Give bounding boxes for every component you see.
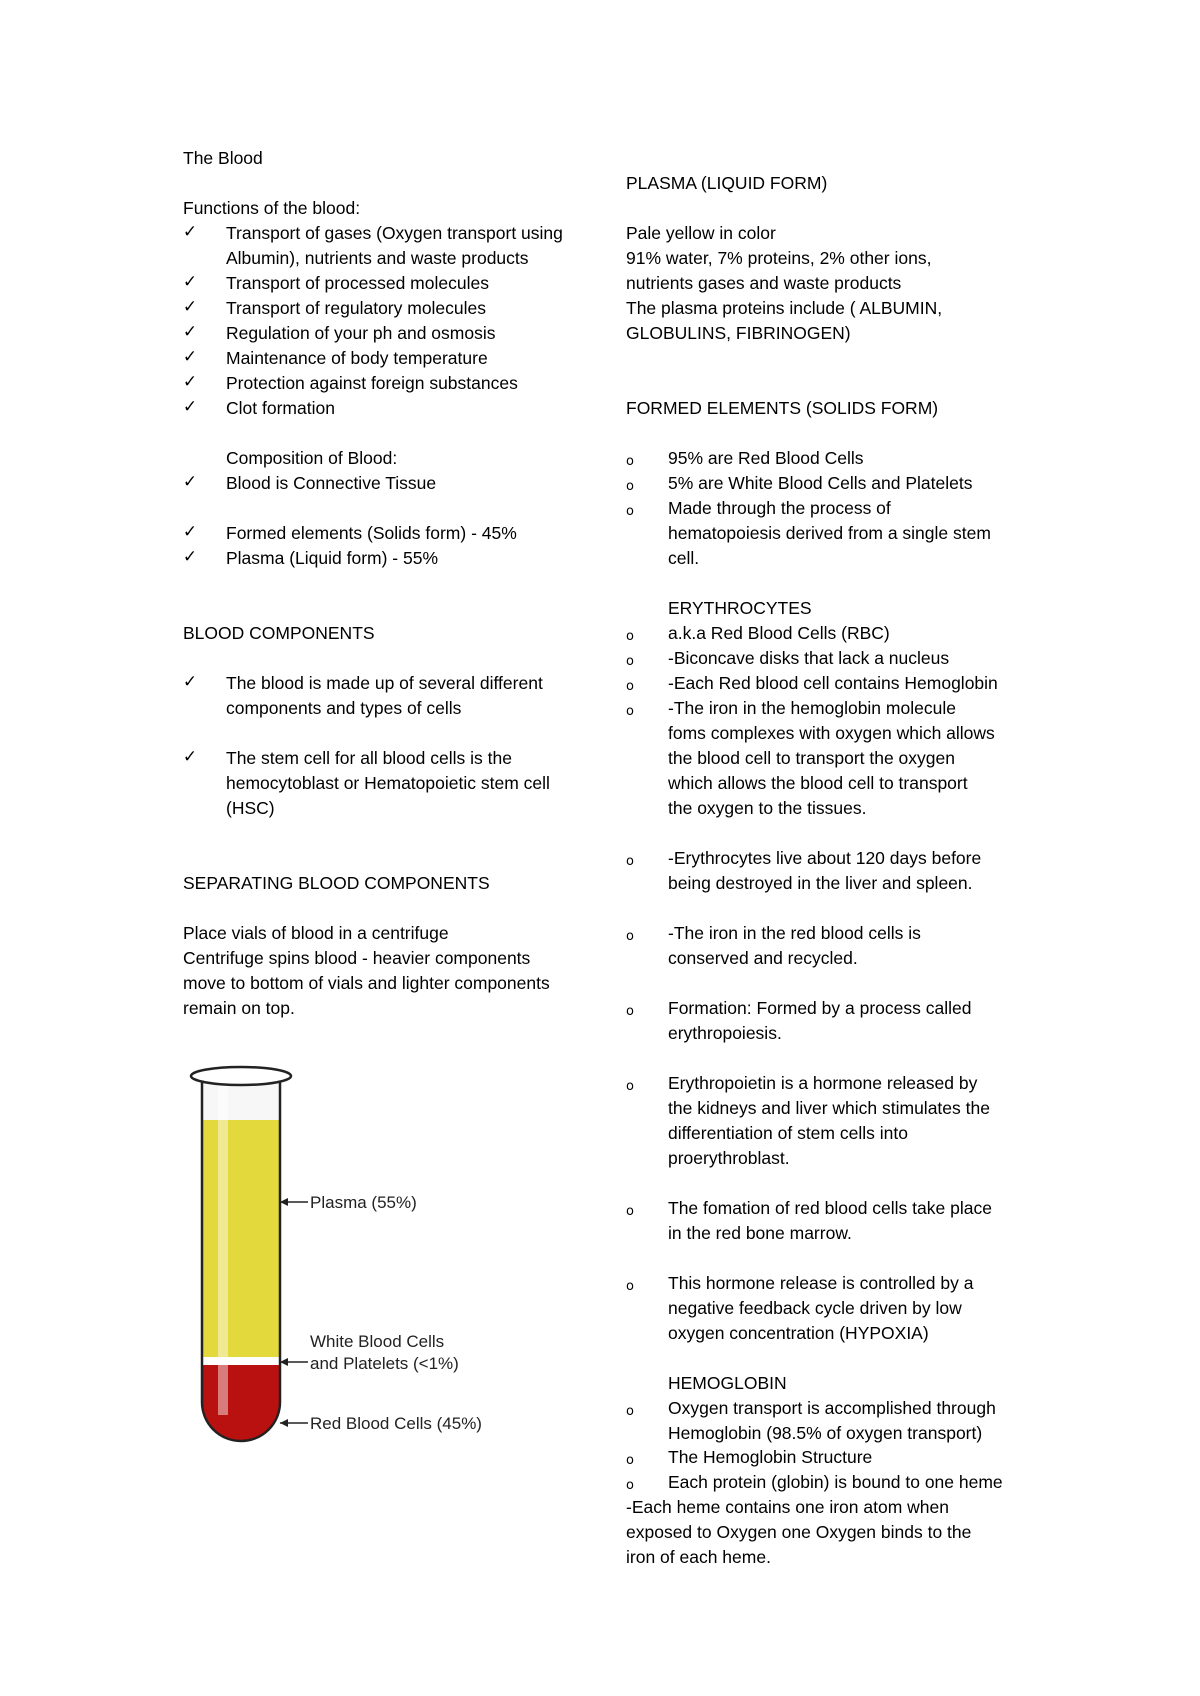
bullet-icon: o: [626, 1404, 634, 1419]
list-item: in the red bone marrow.: [668, 1223, 852, 1243]
check-icon: ✓: [182, 747, 198, 767]
paragraph-line: iron of each heme.: [626, 1547, 771, 1567]
paragraph-line: Place vials of blood in a centrifuge: [183, 923, 449, 943]
list-item: conserved and recycled.: [668, 948, 858, 968]
bullet-icon: o: [626, 1004, 634, 1019]
bullet-icon: o: [626, 679, 634, 694]
list-item: -The iron in the red blood cells is: [668, 923, 921, 943]
check-icon: ✓: [182, 547, 198, 567]
check-icon: ✓: [182, 372, 198, 392]
check-icon: ✓: [182, 272, 198, 292]
list-item: Transport of regulatory molecules: [226, 298, 487, 318]
list-item: hemocytoblast or Hematopoietic stem cell: [226, 773, 550, 793]
erythrocytes-heading: ERYTHROCYTES: [668, 598, 812, 618]
list-item: foms complexes with oxygen which allows: [668, 723, 995, 743]
bullet-icon: o: [626, 654, 634, 669]
check-icon: ✓: [182, 522, 198, 542]
list-item: Formed elements (Solids form) - 45%: [226, 523, 517, 543]
paragraph-line: exposed to Oxygen one Oxygen binds to the: [626, 1522, 972, 1542]
list-item: -Erythrocytes live about 120 days before: [668, 848, 982, 868]
list-item: The blood is made up of several different: [226, 673, 543, 693]
list-item: components and types of cells: [226, 698, 462, 718]
test-tube-diagram: [180, 1060, 500, 1445]
paragraph-line: nutrients gases and waste products: [626, 273, 902, 293]
paragraph-line: GLOBULINS, FIBRINOGEN): [626, 323, 851, 343]
check-icon: ✓: [182, 347, 198, 367]
bullet-icon: o: [626, 854, 634, 869]
check-icon: ✓: [182, 222, 198, 242]
list-item: hematopoiesis derived from a single stem: [668, 523, 991, 543]
list-item: Erythropoietin is a hormone released by: [668, 1073, 978, 1093]
list-item: oxygen concentration (HYPOXIA): [668, 1323, 929, 1343]
list-item: a.k.a Red Blood Cells (RBC): [668, 623, 890, 643]
list-item: which allows the blood cell to transport: [668, 773, 968, 793]
wbc-label-1: White Blood Cells: [310, 1332, 445, 1351]
list-item: Formation: Formed by a process called: [668, 998, 972, 1018]
list-item: differentiation of stem cells into: [668, 1123, 908, 1143]
list-item: Clot formation: [226, 398, 335, 418]
list-item: Plasma (Liquid form) - 55%: [226, 548, 439, 568]
list-item: being destroyed in the liver and spleen.: [668, 873, 973, 893]
formed-heading: FORMED ELEMENTS (SOLIDS FORM): [626, 398, 939, 418]
list-item: the oxygen to the tissues.: [668, 798, 867, 818]
wbc-layer: [202, 1357, 280, 1365]
composition-heading: Composition of Blood:: [226, 448, 398, 468]
bullet-icon: o: [626, 1478, 634, 1493]
check-icon: ✓: [182, 472, 198, 492]
list-item: erythropoiesis.: [668, 1023, 782, 1043]
check-icon: ✓: [182, 297, 198, 317]
list-item: Each protein (globin) is bound to one heme: [668, 1472, 1003, 1492]
list-item: The fomation of red blood cells take place: [668, 1198, 992, 1218]
list-item: Transport of processed molecules: [226, 273, 489, 293]
arrow-rbc-icon: [280, 1419, 288, 1427]
list-item: This hormone release is controlled by a: [668, 1273, 974, 1293]
list-item: (HSC): [226, 798, 275, 818]
bullet-icon: o: [626, 479, 634, 494]
bullet-icon: o: [626, 504, 634, 519]
bullet-icon: o: [626, 1079, 634, 1094]
list-item: the kidneys and liver which stimulates the: [668, 1098, 990, 1118]
separating-heading: SEPARATING BLOOD COMPONENTS: [183, 873, 490, 893]
list-item: cell.: [668, 548, 700, 568]
list-item: negative feedback cycle driven by low: [668, 1298, 962, 1318]
check-icon: ✓: [182, 322, 198, 342]
list-item: Albumin), nutrients and waste products: [226, 248, 529, 268]
list-item: Made through the process of: [668, 498, 891, 518]
bullet-icon: o: [626, 1204, 634, 1219]
list-item: Regulation of your ph and osmosis: [226, 323, 496, 343]
page-title: The Blood: [183, 148, 263, 168]
check-icon: ✓: [182, 397, 198, 417]
check-icon: ✓: [182, 672, 198, 692]
plasma-heading: PLASMA (LIQUID FORM): [626, 173, 828, 193]
functions-heading: Functions of the blood:: [183, 198, 361, 218]
list-item: Maintenance of body temperature: [226, 348, 488, 368]
paragraph-line: remain on top.: [183, 998, 295, 1018]
list-item: the blood cell to transport the oxygen: [668, 748, 955, 768]
list-item: Protection against foreign substances: [226, 373, 518, 393]
components-heading: BLOOD COMPONENTS: [183, 623, 375, 643]
paragraph-line: -Each heme contains one iron atom when: [626, 1497, 949, 1517]
plasma-label: Plasma (55%): [310, 1193, 417, 1212]
bullet-icon: o: [626, 929, 634, 944]
rbc-label: Red Blood Cells (45%): [310, 1414, 482, 1433]
list-item: -The iron in the hemoglobin molecule: [668, 698, 956, 718]
list-item: The stem cell for all blood cells is the: [226, 748, 512, 768]
list-item: Blood is Connective Tissue: [226, 473, 437, 493]
paragraph-line: Centrifuge spins blood - heavier components: [183, 948, 531, 968]
list-item: -Biconcave disks that lack a nucleus: [668, 648, 950, 668]
bullet-icon: o: [626, 1453, 634, 1468]
list-item: Oxygen transport is accomplished through: [668, 1398, 996, 1418]
list-item: Transport of gases (Oxygen transport using: [226, 223, 563, 243]
paragraph-line: The plasma proteins include ( ALBUMIN,: [626, 298, 943, 318]
plasma-layer: [202, 1120, 280, 1357]
list-item: 5% are White Blood Cells and Platelets: [668, 473, 973, 493]
tube-rim: [191, 1067, 291, 1085]
hemoglobin-heading: HEMOGLOBIN: [668, 1373, 787, 1393]
list-item: Hemoglobin (98.5% of oxygen transport): [668, 1423, 983, 1443]
list-item: The Hemoglobin Structure: [668, 1447, 873, 1467]
paragraph-line: Pale yellow in color: [626, 223, 776, 243]
list-item: proerythroblast.: [668, 1148, 790, 1168]
wbc-label-2: and Platelets (<1%): [310, 1354, 459, 1373]
bullet-icon: o: [626, 629, 634, 644]
bullet-icon: o: [626, 454, 634, 469]
bullet-icon: o: [626, 704, 634, 719]
glass-highlight: [218, 1085, 228, 1415]
paragraph-line: move to bottom of vials and lighter components: [183, 973, 550, 993]
list-item: 95% are Red Blood Cells: [668, 448, 864, 468]
list-item: -Each Red blood cell contains Hemoglobin: [668, 673, 998, 693]
paragraph-line: 91% water, 7% proteins, 2% other ions,: [626, 248, 932, 268]
bullet-icon: o: [626, 1279, 634, 1294]
